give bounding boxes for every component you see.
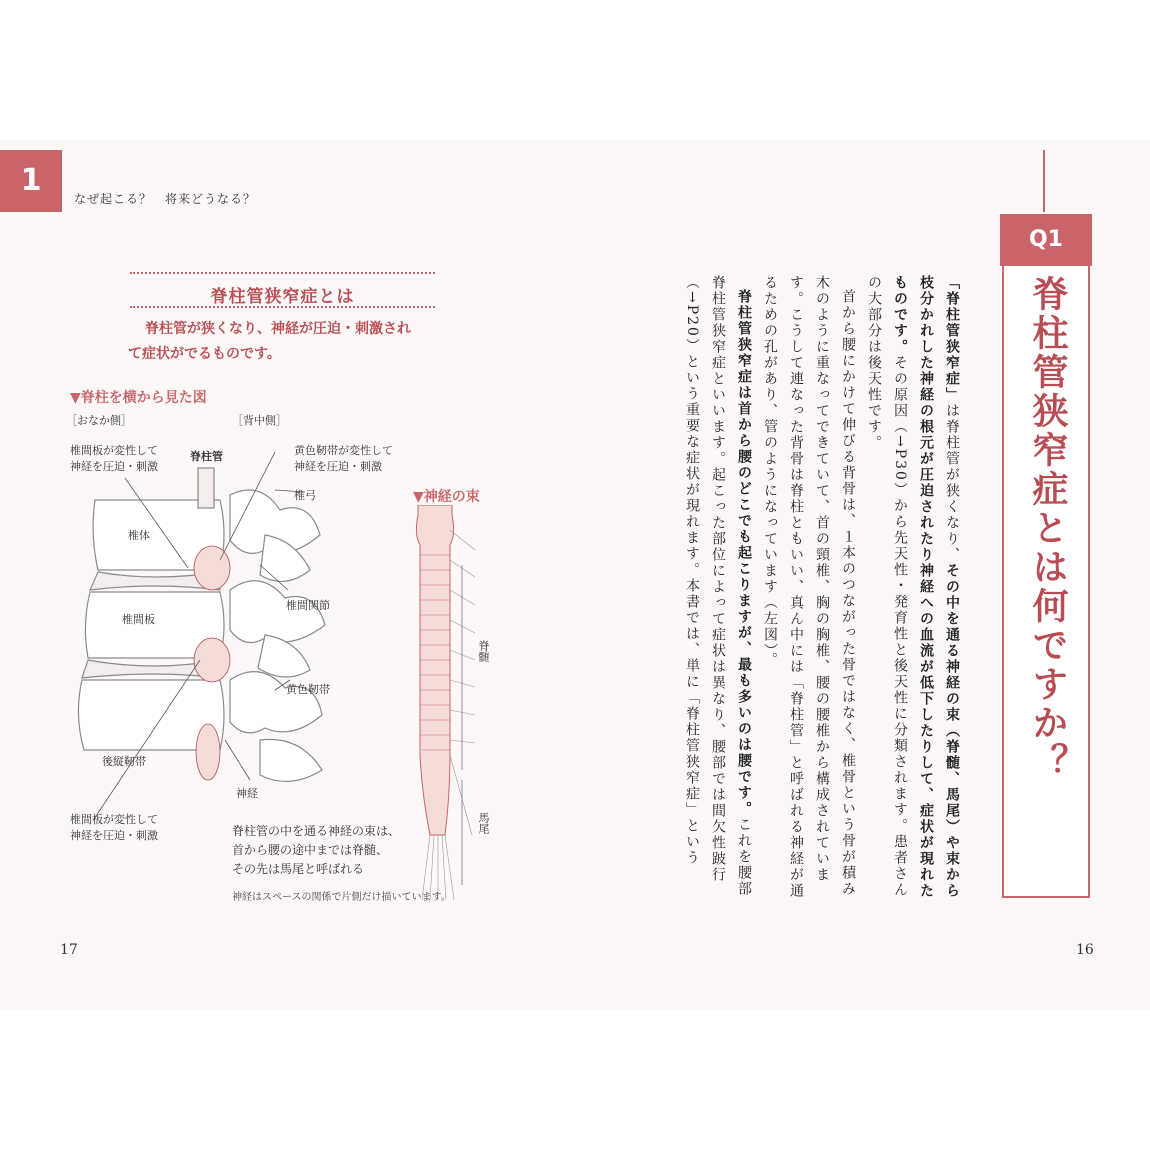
label-vertebral-body: 椎体 [128, 529, 150, 542]
figure-note-line-3: その先は馬尾と呼ばれる [232, 862, 365, 876]
question-title: 脊柱管狭窄症とは何ですか？ [1027, 275, 1068, 782]
page-number-left: 17 [60, 942, 78, 958]
label-yellow-ligament: 黄色靭帯 [286, 683, 330, 696]
p1-bold-1: 「脊柱管狭窄症」 [944, 275, 960, 403]
body-paragraph-2: 首から腰にかけて伸びる背骨は、１本のつながった骨ではなく、椎骨という骨が積み木のように重なってできていて、首の頸椎、胸の胸椎、腰の腰椎から構成されています。こうして連なった背骨は脊柱ともいい、真ん中には「脊柱管」と呼ばれる神経が通るための孔があり、管のようになっています（左図）。 [762, 275, 856, 899]
p3-text-1: これを腰部脊柱管狭窄症といいます。起こった部位によって症状は異なり、腰部では間欠性跛行（→P20）という重要な症状が現れます。本書では、単に「脊柱管狭窄症」という [684, 275, 752, 897]
figure-side-caption: ▼脊柱を横から見た図 [70, 390, 207, 406]
figure-note-small: 神経はスペースの関係で片側だけ描いています。 [232, 892, 451, 903]
label-disc-degen-2b: 神経を圧迫・刺激 [70, 829, 158, 842]
label-disc-degen-1b: 神経を圧迫・刺激 [70, 460, 158, 473]
label-back-side: ［背中側］ [232, 414, 287, 427]
label-spinal-cord: 脊髄 [477, 640, 490, 662]
section-subtitle-line-1: 脊柱管が狭くなり、神経が圧迫・刺激され [145, 321, 411, 337]
section-top-rule [130, 272, 435, 274]
label-posterior-ligament: 後縦靭帯 [102, 755, 146, 768]
page-number-right: 16 [1076, 942, 1094, 958]
label-disc-degen-2a: 椎間板が変性して [70, 813, 158, 826]
p1-text-1: は脊柱管が狭くなり、 [944, 403, 960, 563]
label-ligament-1a: 黄色靭帯が変性して [294, 444, 393, 457]
figure-note [232, 822, 400, 879]
label-disc-degen-1a: 椎間板が変性して [70, 444, 158, 457]
p1-bold-2: その中を通る神経の束（脊髄、馬尾）や束から枝分かれした神経の根元が圧迫されたり神経への血流が低下したりして、症状が現れたものです。 [892, 275, 960, 899]
body-paragraph-1 [861, 275, 965, 905]
label-nerve: 神経 [236, 787, 258, 800]
label-disc: 椎間板 [122, 613, 155, 626]
p3-bold-1: 脊柱管狭窄症は首から腰のどこでも起こりますが、最も多いのは腰です。 [736, 289, 752, 817]
label-spinal-canal: 脊柱管 [190, 450, 223, 463]
section-bottom-rule [130, 306, 435, 308]
section-subtitle-line-2: て症状がでるものです。 [128, 346, 281, 362]
chapter-number-badge: 1 [0, 150, 62, 212]
section-title: 脊柱管狭窄症とは [210, 287, 355, 307]
label-belly-side: ［おなか側］ [66, 414, 132, 427]
nerve-bundle-illustration [400, 505, 480, 905]
question-tag: Q1 [1000, 214, 1092, 266]
label-cauda-equina: 馬尾 [477, 812, 490, 834]
question-connector-line [1043, 150, 1045, 212]
label-ligament-1b: 神経を圧迫・刺激 [294, 460, 382, 473]
label-facet-joint: 椎間関節 [286, 599, 330, 612]
figure-note-line-2: 首から腰の途中までは脊髄、 [232, 843, 389, 857]
body-paragraph-3 [679, 275, 757, 905]
figure-nerve-caption: ▼神経の束 [413, 489, 480, 505]
body-text [635, 275, 965, 905]
figure-note-line-1: 脊柱管の中を通る神経の束は、 [232, 824, 401, 838]
p1-text-2: その原因（→P30）から先天性・発育性と後天性に分類されます。患者さんの大部分は後天性です。 [866, 275, 908, 898]
chapter-title: なぜ起こる？ 将来どうなる？ [74, 192, 257, 206]
label-vertebral-arch: 椎弓 [294, 489, 316, 502]
